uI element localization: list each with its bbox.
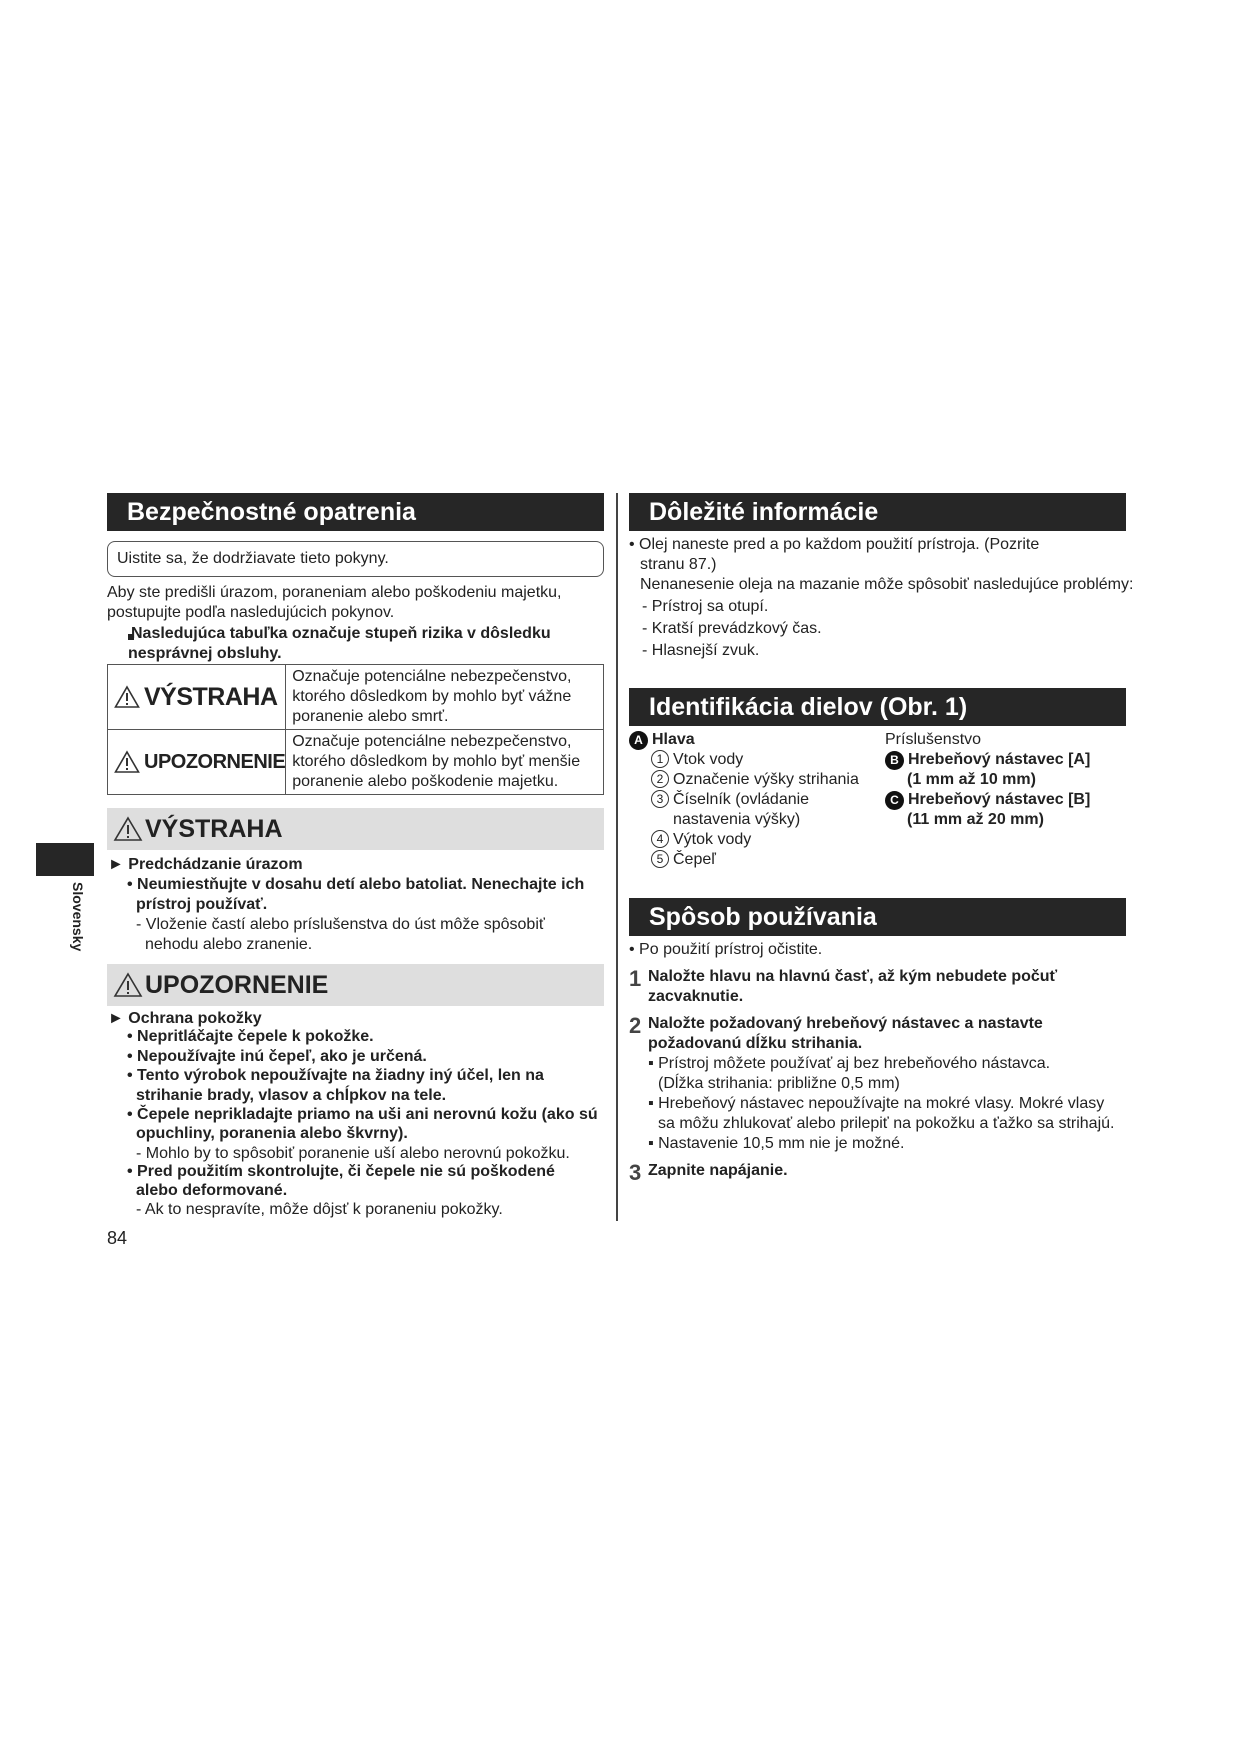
step2-note: ▪ Prístroj môžete používať aj bez hrebeňového nástavca. xyxy=(648,1055,1051,1072)
part-item xyxy=(651,850,716,870)
info-line: stranu 87.) xyxy=(640,556,717,573)
accessory-range: (1 mm až 10 mm) xyxy=(907,771,1036,788)
accessory-name: Hrebeňový nástavec [B] xyxy=(908,791,1091,808)
caution-item-text: Pred použitím skontrolujte, či čepele nie sú poškodené xyxy=(137,1163,555,1180)
step-number: 1 xyxy=(629,966,642,991)
risk-label-warning: VÝSTRAHA xyxy=(144,682,278,711)
info-problem-text: Kratší prevádzkový čas. xyxy=(651,620,822,637)
usage-bullet: • Po použití prístroj očistite. xyxy=(629,941,823,958)
badge-a-icon: A xyxy=(629,731,648,750)
risk-desc-line: ktorého dôsledkom by mohlo byť vážne xyxy=(292,688,572,705)
caution-subheading-text: Ochrana pokožky xyxy=(128,1010,262,1027)
caution-note: - Ak to nespravíte, môže dôjsť k poraneniu pokožky. xyxy=(136,1201,503,1218)
warning-subheading-text: Predchádzanie úrazom xyxy=(128,856,303,873)
caution-item: • Nepritláčajte čepele k pokožke. xyxy=(127,1028,374,1045)
part-item xyxy=(651,830,751,850)
step-number: 3 xyxy=(629,1160,642,1185)
warning-item-line-1: • Neumiestňujte v dosahu detí alebo batoliat. Nenechajte ich xyxy=(127,876,585,893)
step2-note-cont: sa môžu zhlukovať alebo prilepiť na pokožku a ťažko sa strihajú. xyxy=(658,1115,1115,1132)
table-note-line-1: Nasledujúca tabuľka označuje stupeň rizika v dôsledku xyxy=(131,625,551,642)
step-line: zacvaknutie. xyxy=(648,988,744,1005)
warning-note-line-2: nehodu alebo zranenie. xyxy=(145,936,313,953)
warning-banner xyxy=(107,808,604,850)
info-problem: - Prístroj sa otupí. xyxy=(642,598,769,615)
info-problem-text: Hlasnejší zvuk. xyxy=(651,642,760,659)
accessory-name: Hrebeňový nástavec [A] xyxy=(908,751,1091,768)
part-number-icon: 5 xyxy=(651,850,669,868)
risk-desc-line: poranenie alebo poškodenie majetku. xyxy=(292,773,559,790)
step-line: Zapnite napájanie. xyxy=(648,1162,788,1179)
info-problem: - Kratší prevádzkový čas. xyxy=(642,620,822,637)
accessory-item xyxy=(885,750,1090,770)
section-heading-parts: Identifikácia dielov (Obr. 1) xyxy=(629,688,1126,726)
warning-note-line-1: - Vloženie častí alebo príslušenstva do úst môže spôsobiť xyxy=(136,916,545,933)
accessory-range: (11 mm až 20 mm) xyxy=(907,811,1044,828)
step2-note-cont: (Dĺžka strihania: približne 0,5 mm) xyxy=(658,1075,900,1092)
warning-subheading: ► Predchádzanie úrazom xyxy=(108,856,303,873)
table-note-line-2: nesprávnej obsluhy. xyxy=(128,645,282,662)
risk-desc-line: ktorého dôsledkom by mohlo byť menšie xyxy=(292,753,581,770)
parts-head-text: Hlava xyxy=(652,731,695,748)
part-number-icon: 3 xyxy=(651,790,669,808)
part-number-icon: 4 xyxy=(651,830,669,848)
caution-item-cont: strihanie brady, vlasov a chĺpkov na tele. xyxy=(136,1087,447,1104)
caution-triangle-icon xyxy=(114,750,140,774)
part-item-text: Označenie výšky strihania xyxy=(673,771,859,788)
part-item-text: Číselník (ovládanie xyxy=(673,791,810,808)
part-item xyxy=(651,750,743,770)
section-heading-usage: Spôsob používania xyxy=(629,898,1126,936)
caution-item-text: Nepritláčajte čepele k pokožke. xyxy=(137,1028,374,1045)
risk-level-table xyxy=(107,664,604,795)
language-tab-label: Slovensky xyxy=(70,882,86,952)
caution-item: • Tento výrobok nepoužívajte na žiadny iný účel, len na xyxy=(127,1067,544,1084)
caution-item-text: Nepoužívajte inú čepeľ, ako je určená. xyxy=(137,1048,427,1065)
caution-banner-title: UPOZORNENIE xyxy=(145,970,329,999)
caution-item-cont: opuchliny, poranenia alebo škvrny). xyxy=(136,1125,408,1142)
step2-note: ▪ Hrebeňový nástavec nepoužívajte na mokré vlasy. Mokré vlasy xyxy=(648,1095,1105,1112)
risk-row-caution xyxy=(108,730,604,795)
parts-head-title xyxy=(629,730,695,750)
warning-item-text: Neumiestňujte v dosahu detí alebo batoliat. Nenechajte ich xyxy=(137,876,585,893)
caution-item: • Čepele neprikladajte priamo na uši ani nerovnú kožu (ako sú xyxy=(127,1106,598,1123)
caution-note: - Mohlo by to spôsobiť poranenie uší alebo nerovnú pokožku. xyxy=(136,1145,570,1162)
accessories-title: Príslušenstvo xyxy=(885,731,982,748)
section-heading-safety: Bezpečnostné opatrenia xyxy=(107,493,604,531)
caution-item-cont: alebo deformované. xyxy=(136,1182,288,1199)
caution-triangle-icon xyxy=(113,972,143,998)
part-item-text: Vtok vody xyxy=(673,751,744,768)
language-tab-block xyxy=(36,843,94,876)
section-heading-important-info: Dôležité informácie xyxy=(629,493,1126,531)
caution-item-text: Čepele neprikladajte priamo na uši ani nerovnú kožu (ako sú xyxy=(137,1106,598,1123)
step-line: Naložte hlavu na hlavnú časť, až kým nebudete počuť xyxy=(648,968,1058,985)
risk-desc-line: Označuje potenciálne nebezpečenstvo, xyxy=(292,733,572,750)
step2-note: ▪ Nastavenie 10,5 mm nie je možné. xyxy=(648,1135,905,1152)
step-line: požadovanú dĺžku strihania. xyxy=(648,1035,863,1052)
usage-bullet-text: Po použití prístroj očistite. xyxy=(639,941,823,958)
step2-note-text: Hrebeňový nástavec nepoužívajte na mokré vlasy. Mokré vlasy xyxy=(658,1095,1105,1112)
part-item xyxy=(651,770,859,790)
part-item-text: Čepeľ xyxy=(673,851,716,868)
caution-item-text: Tento výrobok nepoužívajte na žiadny iný účel, len na xyxy=(137,1067,544,1084)
page-number: 84 xyxy=(107,1228,128,1248)
part-item-cont: nastavenia výšky) xyxy=(673,811,801,828)
notice-text: Uistite sa, že dodržiavate tieto pokyny. xyxy=(117,550,389,567)
part-item xyxy=(651,790,809,810)
intro-line-1: Aby ste predišli úrazom, poraneniam alebo poškodeniu majetku, xyxy=(107,584,562,601)
column-divider xyxy=(616,493,618,1221)
info-line: • Olej naneste pred a po každom použití prístroja. (Pozrite xyxy=(629,536,1040,553)
accessory-item xyxy=(885,790,1090,810)
step2-note-text: Nastavenie 10,5 mm nie je možné. xyxy=(658,1135,905,1152)
risk-row-warning xyxy=(108,665,604,730)
risk-desc-line: Označuje potenciálne nebezpečenstvo, xyxy=(292,668,572,685)
info-problem: - Hlasnejší zvuk. xyxy=(642,642,760,659)
risk-desc-line: poranenie alebo smrť. xyxy=(292,708,449,725)
warning-triangle-icon xyxy=(113,816,143,842)
part-number-icon: 1 xyxy=(651,750,669,768)
warning-item-line-2: prístroj používať. xyxy=(136,896,268,913)
part-number-icon: 2 xyxy=(651,770,669,788)
step2-note-text: Prístroj môžete používať aj bez hrebeňového nástavca. xyxy=(658,1055,1051,1072)
risk-label-caution: UPOZORNENIE xyxy=(144,750,286,773)
warning-banner-title: VÝSTRAHA xyxy=(145,814,283,843)
info-line-text: Olej naneste pred a po každom použití prístroja. (Pozrite xyxy=(639,536,1040,553)
caution-item: • Nepoužívajte inú čepeľ, ako je určená. xyxy=(127,1048,427,1065)
caution-banner xyxy=(107,964,604,1006)
info-line: Nenanesenie oleja na mazanie môže spôsobiť nasledujúce problémy: xyxy=(640,576,1134,593)
badge-b-icon: B xyxy=(885,751,904,770)
warning-triangle-icon xyxy=(114,685,140,709)
caution-subheading: ► Ochrana pokožky xyxy=(108,1010,262,1027)
badge-c-icon: C xyxy=(885,791,904,810)
step-number: 2 xyxy=(629,1013,642,1038)
step-line: Naložte požadovaný hrebeňový nástavec a nastavte xyxy=(648,1015,1043,1032)
info-problem-text: Prístroj sa otupí. xyxy=(651,598,769,615)
part-item-text: Výtok vody xyxy=(673,831,752,848)
caution-item: • Pred použitím skontrolujte, či čepele nie sú poškodené xyxy=(127,1163,555,1180)
intro-line-2: postupujte podľa nasledujúcich pokynov. xyxy=(107,604,395,621)
